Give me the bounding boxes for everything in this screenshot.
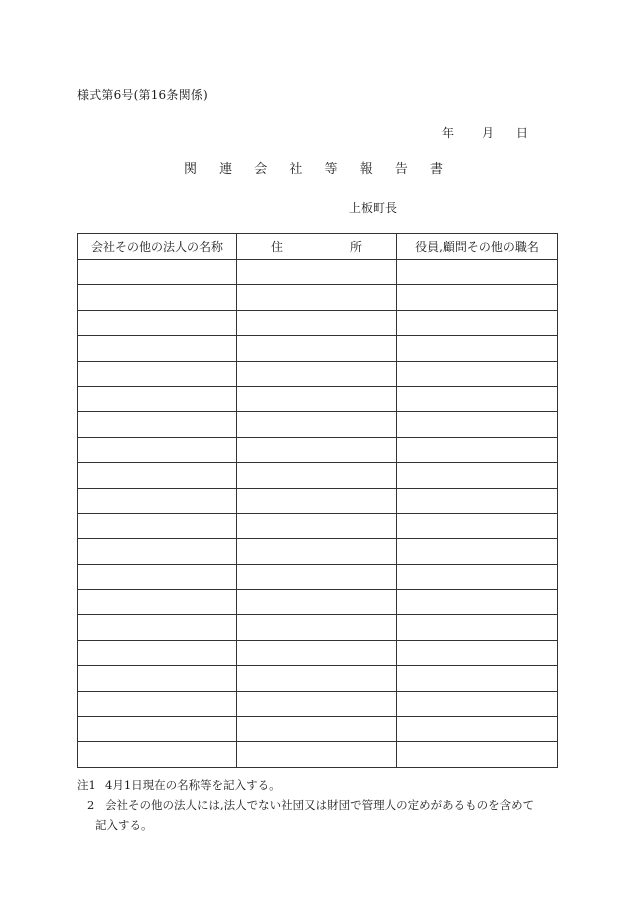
address-cell[interactable] xyxy=(237,539,397,564)
notes-section xyxy=(77,775,534,835)
company-name-cell[interactable] xyxy=(78,386,237,411)
position-cell[interactable] xyxy=(397,437,558,462)
company-name-cell[interactable] xyxy=(78,310,237,335)
note-2-text-continued: 記入する。 xyxy=(95,818,153,832)
company-name-cell[interactable] xyxy=(78,717,237,742)
table-row xyxy=(78,691,558,716)
table-header-row xyxy=(78,234,558,260)
company-name-cell[interactable] xyxy=(78,336,237,361)
form-number: 様式第6号(第16条関係) xyxy=(77,88,208,102)
table-row xyxy=(78,412,558,437)
position-cell[interactable] xyxy=(397,488,558,513)
position-cell[interactable] xyxy=(397,615,558,640)
position-cell[interactable] xyxy=(397,717,558,742)
position-cell[interactable] xyxy=(397,666,558,691)
company-name-cell[interactable] xyxy=(78,590,237,615)
company-name-cell[interactable] xyxy=(78,412,237,437)
company-name-cell[interactable] xyxy=(78,513,237,538)
company-name-cell[interactable] xyxy=(78,361,237,386)
note-1-mark: 注1 xyxy=(77,778,96,792)
company-name-cell[interactable] xyxy=(78,260,237,285)
note-2 xyxy=(77,795,534,815)
company-name-cell[interactable] xyxy=(78,640,237,665)
address-cell[interactable] xyxy=(237,412,397,437)
table-row xyxy=(78,590,558,615)
table-row xyxy=(78,666,558,691)
address-cell[interactable] xyxy=(237,615,397,640)
company-name-cell[interactable] xyxy=(78,488,237,513)
column-header-address xyxy=(237,234,397,260)
position-cell[interactable] xyxy=(397,564,558,589)
address-cell[interactable] xyxy=(237,640,397,665)
company-name-cell[interactable] xyxy=(78,463,237,488)
table-row xyxy=(78,539,558,564)
company-name-cell[interactable] xyxy=(78,615,237,640)
address-cell[interactable] xyxy=(237,691,397,716)
addressee: 上板町長 xyxy=(349,201,398,215)
related-company-table xyxy=(77,233,558,768)
table-row xyxy=(78,717,558,742)
company-name-cell[interactable] xyxy=(78,539,237,564)
table-row xyxy=(78,488,558,513)
table-row xyxy=(78,463,558,488)
company-name-cell[interactable] xyxy=(78,437,237,462)
address-cell[interactable] xyxy=(237,717,397,742)
position-cell[interactable] xyxy=(397,640,558,665)
address-cell[interactable] xyxy=(237,742,397,767)
address-cell[interactable] xyxy=(237,564,397,589)
table-body xyxy=(78,260,558,768)
date-day-label: 日 xyxy=(516,126,529,140)
note-1-text: 4月1日現在の名称等を記入する。 xyxy=(105,778,281,792)
company-name-cell[interactable] xyxy=(78,285,237,310)
position-cell[interactable] xyxy=(397,691,558,716)
address-cell[interactable] xyxy=(237,386,397,411)
position-cell[interactable] xyxy=(397,590,558,615)
table-row xyxy=(78,361,558,386)
position-cell[interactable] xyxy=(397,260,558,285)
table-row xyxy=(78,742,558,767)
address-cell[interactable] xyxy=(237,666,397,691)
position-cell[interactable] xyxy=(397,463,558,488)
table-row xyxy=(78,437,558,462)
table-row xyxy=(78,285,558,310)
address-cell[interactable] xyxy=(237,310,397,335)
address-cell[interactable] xyxy=(237,590,397,615)
date-month-label: 月 xyxy=(482,126,495,140)
address-cell[interactable] xyxy=(237,488,397,513)
note-2-mark: 2 xyxy=(87,798,95,812)
position-cell[interactable] xyxy=(397,513,558,538)
column-header-address-left: 住 xyxy=(271,240,284,254)
position-cell[interactable] xyxy=(397,361,558,386)
table-row xyxy=(78,640,558,665)
address-cell[interactable] xyxy=(237,336,397,361)
table-row xyxy=(78,336,558,361)
company-name-cell[interactable] xyxy=(78,691,237,716)
note-2-text: 会社その他の法人には,法人でない社団又は財団で管理人の定めがあるものを含めて xyxy=(105,798,535,812)
table-row xyxy=(78,615,558,640)
document-title: 関 連 会 社 等 報 告 書 xyxy=(184,162,452,177)
position-cell[interactable] xyxy=(397,336,558,361)
date-year-label: 年 xyxy=(442,126,455,140)
column-header-address-right: 所 xyxy=(349,240,362,254)
company-name-cell[interactable] xyxy=(78,666,237,691)
address-cell[interactable] xyxy=(237,437,397,462)
position-cell[interactable] xyxy=(397,742,558,767)
position-cell[interactable] xyxy=(397,285,558,310)
address-cell[interactable] xyxy=(237,285,397,310)
table-row xyxy=(78,513,558,538)
position-cell[interactable] xyxy=(397,539,558,564)
position-cell[interactable] xyxy=(397,310,558,335)
address-cell[interactable] xyxy=(237,463,397,488)
table-row xyxy=(78,310,558,335)
company-name-cell[interactable] xyxy=(78,564,237,589)
table-row xyxy=(78,260,558,285)
address-cell[interactable] xyxy=(237,513,397,538)
position-cell[interactable] xyxy=(397,412,558,437)
note-1 xyxy=(77,775,534,795)
table-row xyxy=(78,386,558,411)
table-row xyxy=(78,564,558,589)
address-cell[interactable] xyxy=(237,361,397,386)
column-header-company-name: 会社その他の法人の名称 xyxy=(78,234,237,260)
address-cell[interactable] xyxy=(237,260,397,285)
position-cell[interactable] xyxy=(397,386,558,411)
company-name-cell[interactable] xyxy=(78,742,237,767)
column-header-position: 役員,顧問その他の職名 xyxy=(397,234,558,260)
